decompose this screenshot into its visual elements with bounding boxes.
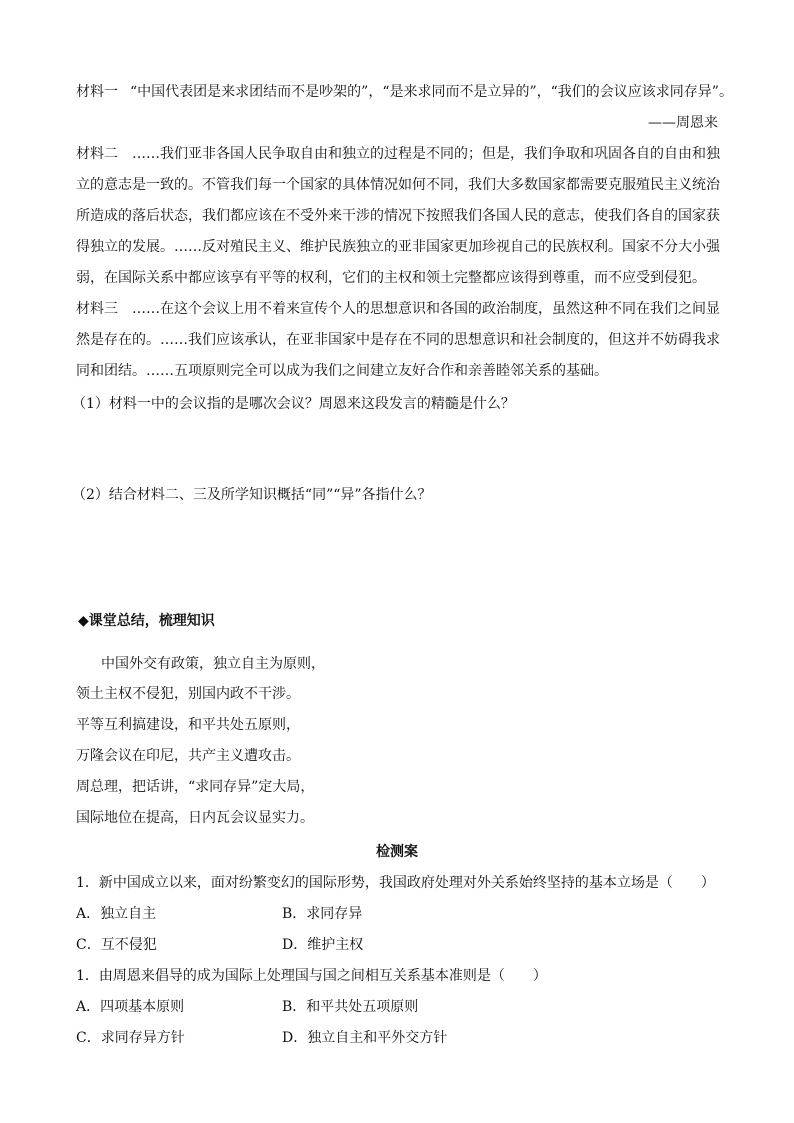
question-1: （1）材料一中的会议指的是哪次会议？周恩来这段发言的精髓是什么？: [72, 396, 515, 412]
summary-heading: ◆课堂总结，梳理知识: [78, 613, 215, 629]
material2-line-4: 得独立的发展。……反对殖民主义、维护民族独立的亚非国家更加珍视自己的民族权利。国家不分大小强: [76, 239, 720, 255]
material1-line: [76, 82, 733, 102]
material2-line-2: 立的意志是一致的。不管我们每一个国家的具体情况如何不同，我们大多数国家都需要克服殖民主义统治: [76, 177, 720, 193]
material2-line-1: [76, 144, 720, 164]
poem-line-4: 万隆会议在印尼，共产主义遭攻击。: [76, 748, 300, 764]
test-item-2-option-c: C．求同存异方针: [76, 1030, 185, 1046]
material1-text: “中国代表团是来求团结而不是吵架的”，“是来求同而不是立异的”，“我们的会议应该求同存异”。: [130, 84, 733, 100]
material2-line-5: 弱，在国际关系中都应该享有平等的权利，它们的主权和领土完整都应该得到尊重，而不应受到侵犯。: [76, 270, 706, 286]
test-item-2-option-a: A．四项基本原则: [76, 999, 185, 1015]
material3-label: 材料三: [76, 301, 118, 317]
material2-text-1: ……我们亚非各国人民争取自由和独立的过程是不同的；但是，我们争取和巩固各自的自由和独: [132, 146, 720, 162]
poem-line-1: 中国外交有政策，独立自主为原则，: [101, 656, 325, 672]
material2-line-3: 所造成的落后状态，我们都应该在不受外来干涉的情况下按照我们各国人民的意志，使我们各自的国家获: [76, 208, 720, 224]
test-item-1-stem: 1．新中国成立以来，面对纷繁变幻的国际形势，我国政府处理对外关系始终坚持的基本立场是（ ）: [76, 875, 715, 891]
poem-line-6: 国际地位在提高，日内瓦会议显实力。: [76, 810, 314, 826]
material1-source: ——周恩来: [648, 115, 718, 131]
test-item-2-stem: 1．由周恩来倡导的成为国际上处理国与国之间相互关系基本准则是（ ）: [76, 968, 547, 984]
test-item-1-option-b: B．求同存异: [282, 906, 363, 922]
material3-line-3: 同和团结。……五项原则完全可以成为我们之间建立友好合作和亲善睦邻关系的基础。: [76, 363, 608, 379]
question-2: （2）结合材料二、三及所学知识概括“同”“异”各指什么？: [72, 487, 432, 503]
material2-label: 材料二: [76, 146, 118, 162]
test-item-2-option-b: B．和平共处五项原则: [282, 999, 419, 1015]
material3-text-1: ……在这个会议上用不着来宣传个人的思想意识和各国的政治制度，虽然这种不同在我们之间显: [132, 301, 720, 317]
test-item-1-option-c: C．互不侵犯: [76, 937, 157, 953]
test-item-2-option-d: D．独立自主和平外交方针: [282, 1030, 448, 1046]
test-title: 检测案: [376, 844, 418, 860]
test-item-1-option-d: D．维护主权: [282, 937, 364, 953]
poem-line-5: 周总理，把话讲，“求同存异”定大局，: [76, 779, 315, 795]
material1-label: 材料一: [76, 84, 118, 100]
material3-line-2: 然是存在的。……我们应该承认，在亚非国家中是存在不同的思想意识和社会制度的，但这并不妨碍我求: [76, 332, 720, 348]
test-item-1-option-a: A．独立自主: [76, 906, 157, 922]
poem-line-2: 领土主权不侵犯，别国内政不干涉。: [76, 686, 300, 702]
material3-line-1: [76, 299, 720, 319]
poem-line-3: 平等互利搞建设，和平共处五原则，: [76, 717, 300, 733]
